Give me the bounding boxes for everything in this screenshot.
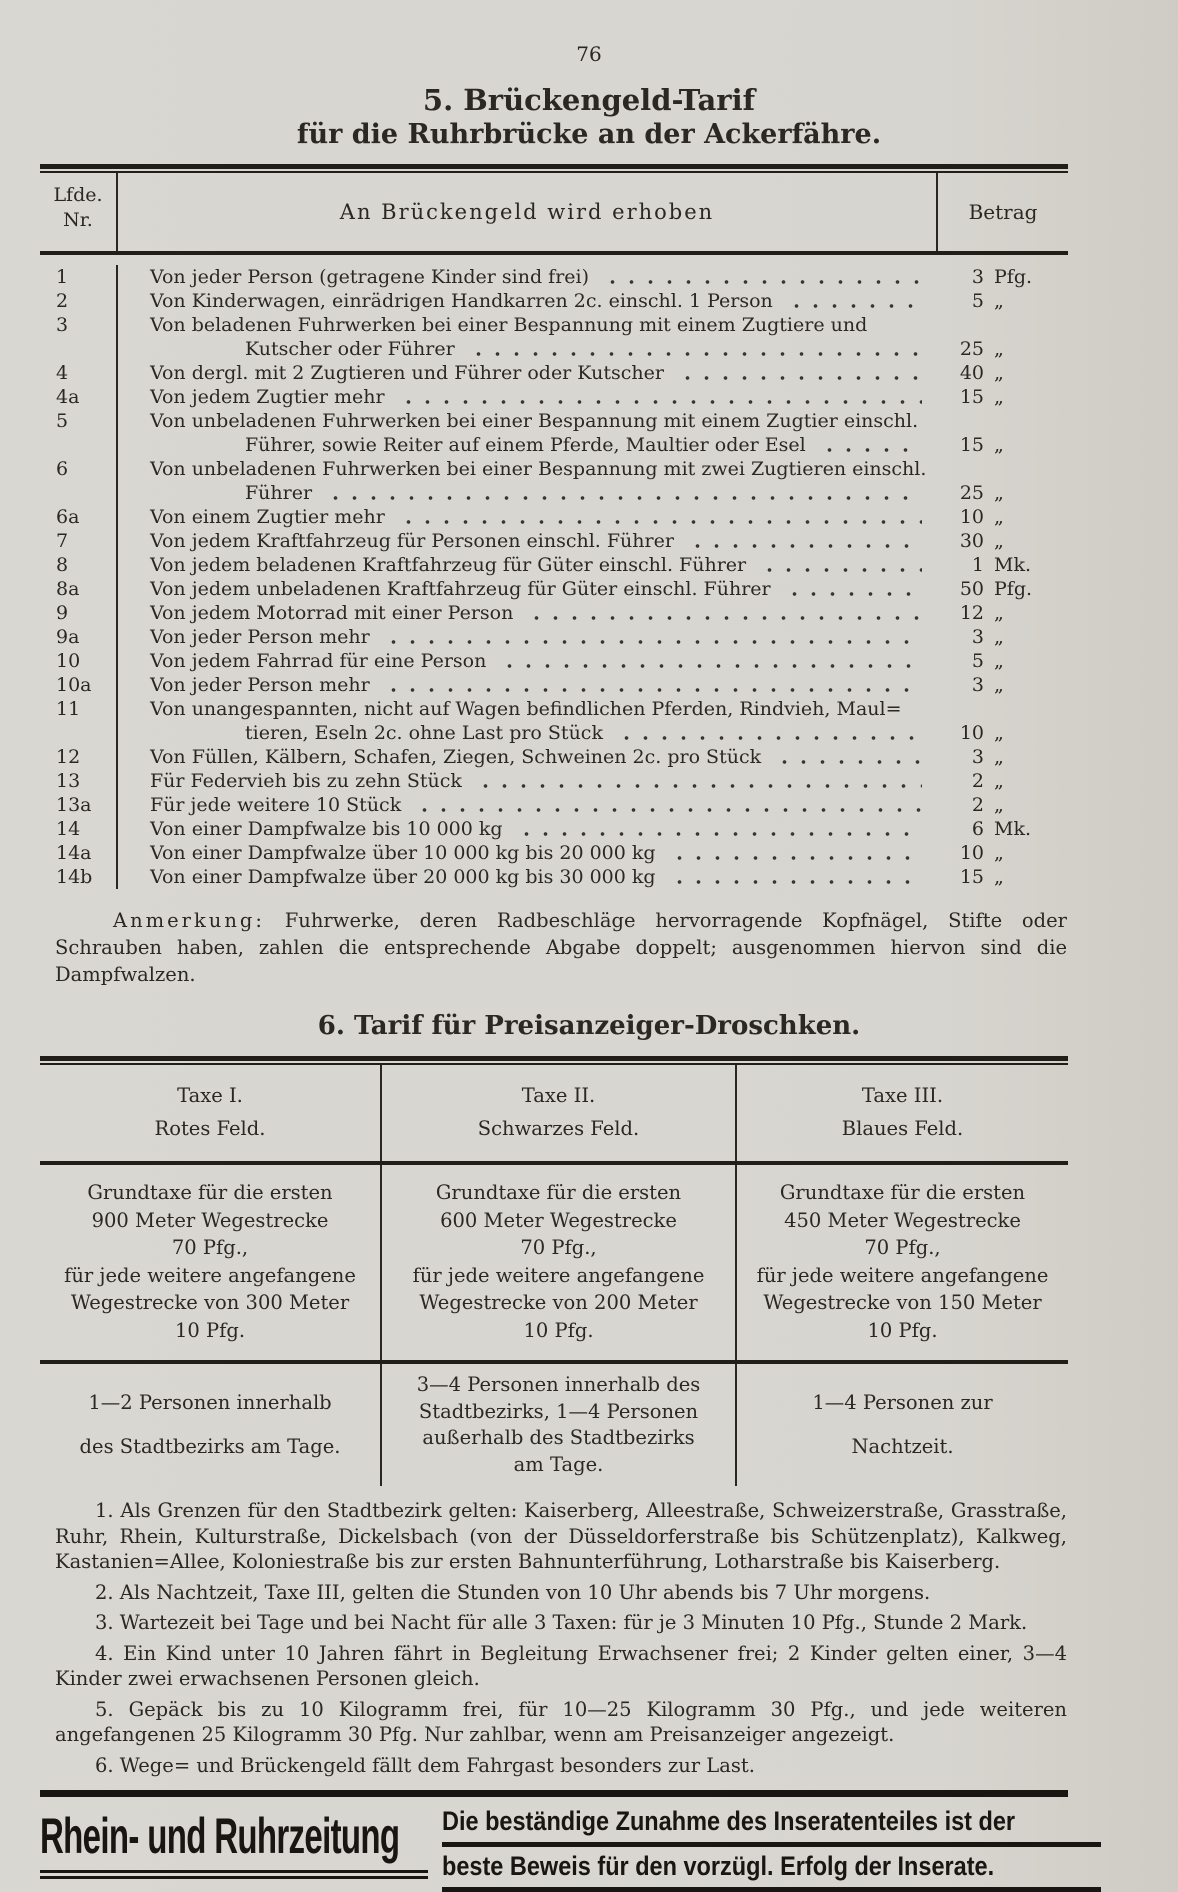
taxe-header-line: Blaues Feld. (841, 1117, 964, 1140)
base-fare-line: Grundtaxe für die ersten (87, 1181, 333, 1204)
amount-value: 2 (971, 794, 984, 816)
row-amount (938, 625, 1068, 649)
row-description (116, 817, 938, 841)
row-number: 3 (56, 314, 69, 336)
description-text: Von Kinderwagen, einrädrigen Handkarren 2c. einschl. 1 Person (150, 290, 773, 312)
description-line (150, 865, 932, 889)
table-row (40, 697, 1068, 745)
description-line (150, 553, 932, 577)
amount-unit: „ (994, 338, 1004, 360)
row-number: 11 (56, 698, 81, 720)
base-fare-line: Wegestrecke von 200 Meter (419, 1291, 698, 1314)
dotted-leader (760, 566, 922, 572)
dotted-leader (399, 398, 922, 404)
regulation-paragraphs (55, 1498, 1067, 1778)
description-line (150, 817, 932, 841)
description-text: Von jedem Kraftfahrzeug für Personen einschl. Führer (150, 530, 674, 552)
description-line (150, 793, 932, 817)
base-fare-line: für jede weitere angefangene (412, 1263, 705, 1287)
regulation-paragraph: 2. Als Nachtzeit, Taxe III, gelten die Stunden von 10 Uhr abends bis 7 Uhr morgens. (95, 1580, 931, 1604)
row-amount (938, 505, 1068, 529)
row-description (116, 793, 938, 817)
row-number: 4 (56, 362, 69, 384)
base-fare-line: 70 Pfg., (864, 1236, 941, 1259)
row-number: 6 (56, 458, 69, 480)
dotted-leader (500, 662, 922, 668)
section5-title-line1: 5. Brückengeld-Tarif (422, 83, 756, 117)
passengers-line: Nachtzeit. (851, 1435, 954, 1459)
table-row (40, 409, 1068, 457)
row-amount (938, 529, 1068, 553)
dotted-leader (603, 278, 922, 284)
description-text: tieren, Eseln 2c. ohne Last pro Stück (245, 722, 603, 744)
row-amount (938, 697, 1068, 745)
row-description (116, 409, 938, 457)
description-line (150, 601, 932, 625)
description-text: Für jede weitere 10 Stück (150, 794, 402, 816)
base-fare-line: 10 Pfg. (174, 1318, 246, 1342)
row-amount (938, 457, 1068, 505)
table-row (40, 505, 1068, 529)
regulation-paragraph: 6. Wege= und Brückengeld fällt dem Fahrgast besonders zur Last. (95, 1753, 755, 1777)
description-text: Von beladenen Fuhrwerken bei einer Bespannung mit einem Zugtiere und (150, 314, 868, 336)
amount-value: 10 (959, 842, 984, 864)
description-line (150, 505, 932, 529)
droschken-tariff-table (40, 1056, 1068, 1486)
base-fare-line: 70 Pfg., (171, 1236, 249, 1259)
ad-slogan-text: Die beständige Zunahme des Inseratenteiles ist der (442, 1806, 1016, 1836)
taxe-header-line: Taxe III. (861, 1084, 944, 1107)
amount-value: 15 (959, 866, 984, 888)
row-number: 14a (56, 842, 92, 864)
row-number: 13 (56, 770, 81, 792)
table-row (40, 601, 1068, 625)
passengers-line: 1—4 Personen zur (812, 1390, 993, 1414)
note-text: Fuhrwerke, deren Radbeschläge hervorragende Kopfnägel, Stifte oder Schrauben haben, zahlen die entsprechende Abgabe doppelt; ausgenommen hiervon sind die Dampfwalzen. (55, 909, 1067, 986)
row-description (116, 313, 938, 361)
row-number: 14b (56, 866, 93, 888)
amount-unit: Mk. (994, 818, 1032, 840)
table-top-rule (40, 1056, 1068, 1065)
ad-brand-block (40, 1802, 442, 1892)
row-number: 8 (56, 554, 69, 576)
column-header-description: An Brückengeld wird erhoben (116, 173, 938, 251)
dotted-leader (399, 518, 922, 524)
table-row (40, 553, 1068, 577)
row-number: 7 (56, 530, 69, 552)
amount-unit: „ (994, 362, 1004, 384)
row-amount (938, 769, 1068, 793)
description-text: Von einem Zugtier mehr (150, 506, 385, 528)
dotted-leader (670, 878, 922, 884)
row-amount (938, 577, 1068, 601)
row-description (116, 601, 938, 625)
row-amount (938, 361, 1068, 385)
description-text: Von jedem unbeladenen Kraftfahrzeug für Güter einschl. Führer (150, 578, 771, 600)
table-row (40, 457, 1068, 505)
row-description (116, 457, 938, 505)
taxe3-passengers-cell (737, 1364, 1068, 1486)
dotted-leader (787, 302, 922, 308)
description-text: Von jeder Person mehr (150, 626, 370, 648)
base-fare-line: 450 Meter Wegestrecke (784, 1208, 1021, 1232)
row-number: 9 (56, 602, 69, 624)
dotted-leader (476, 782, 922, 788)
bridge-toll-table-body (40, 255, 1068, 897)
row-amount (938, 817, 1068, 841)
dotted-leader (384, 686, 922, 692)
row-number: 14 (56, 818, 81, 840)
amount-value: 50 (959, 578, 984, 600)
ad-slogan-line (442, 1802, 1101, 1847)
row-number: 6a (56, 506, 80, 528)
table-row (40, 793, 1068, 817)
amount-unit: „ (994, 794, 1004, 816)
description-text: Von einer Dampfwalze über 10 000 kg bis 20 000 kg (150, 842, 656, 864)
amount-value: 5 (971, 650, 984, 672)
section6-title: 6. Tarif für Preisanzeiger-Droschken. (317, 1011, 861, 1041)
row-description (116, 769, 938, 793)
row-amount (938, 865, 1068, 889)
base-fare-line: Grundtaxe für die ersten (779, 1181, 1026, 1204)
taxe-header-line: Taxe II. (521, 1084, 596, 1107)
description-text: Von jedem Fahrrad für eine Person (150, 650, 487, 672)
taxe-header-line: Taxe I. (177, 1084, 243, 1107)
row-number: 2 (56, 290, 69, 312)
amount-unit: „ (994, 746, 1004, 768)
description-line (150, 697, 932, 721)
row-amount (938, 265, 1068, 289)
table-row (40, 529, 1068, 553)
ad-slogan-block (442, 1802, 1101, 1892)
amount-unit: „ (994, 722, 1004, 744)
amount-value: 3 (971, 266, 984, 288)
amount-value: 10 (959, 722, 984, 744)
ad-slogan-text: beste Beweis für den vorzügl. Erfolg der Inserate. (442, 1851, 995, 1881)
description-line (150, 769, 932, 793)
row-number: 13a (56, 794, 92, 816)
passengers-line: des Stadtbezirks am Tage. (79, 1435, 341, 1459)
table-row (40, 817, 1068, 841)
base-fare-line: für jede weitere angefangene (756, 1263, 1049, 1287)
row-amount (938, 385, 1068, 409)
amount-unit: „ (994, 770, 1004, 792)
base-fare-line: 900 Meter Wegestrecke (91, 1208, 329, 1232)
amount-unit: „ (994, 842, 1004, 864)
description-line (150, 337, 932, 361)
amount-unit: „ (994, 386, 1004, 408)
description-line (150, 745, 932, 769)
table-row (40, 625, 1068, 649)
amount-unit: „ (994, 434, 1004, 456)
base-fare-line: Wegestrecke von 300 Meter (70, 1291, 350, 1314)
row-amount (938, 601, 1068, 625)
newspaper-advertisement (40, 1790, 1068, 1892)
dotted-leader (517, 830, 922, 836)
taxe3-header-cell (737, 1065, 1068, 1161)
row-description (116, 625, 938, 649)
amount-unit: „ (994, 674, 1004, 696)
table-row (40, 361, 1068, 385)
dotted-leader (785, 590, 922, 596)
row-description (116, 289, 938, 313)
amount-value: 15 (959, 434, 984, 456)
passengers-line: außerhalb des Stadtbezirks (422, 1426, 695, 1450)
description-text: Kutscher oder Führer (245, 338, 455, 360)
amount-value: 40 (959, 362, 984, 384)
table-row (40, 649, 1068, 673)
table-row (40, 673, 1068, 697)
taxe1-header-cell (40, 1065, 380, 1161)
description-text: Von dergl. mit 2 Zugtieren und Führer oder Kutscher (150, 362, 664, 384)
droschken-tariff-grid (40, 1065, 1068, 1486)
row-amount (938, 745, 1068, 769)
passengers-line: am Tage. (513, 1453, 604, 1477)
section5-title (0, 82, 1178, 152)
passengers-line: 3—4 Personen innerhalb des (416, 1372, 701, 1396)
regulation-paragraph: 4. Ein Kind unter 10 Jahren fährt in Begleitung Erwachsener frei; 2 Kinder gelten einer, 3—4 Kinder zwei erwachsenen Personen gleich. (55, 1641, 1067, 1690)
description-line (150, 673, 932, 697)
bridge-toll-table (40, 164, 1068, 897)
regulation-paragraph: 1. Als Grenzen für den Stadtbezirk gelten: Kaiserberg, Alleestraße, Schweizerstraße, Grasstraße, Ruhr, Rhein, Kulturstraße, Dickelsbach (von der Düsseldorferstraße bis Schützenplatz), Kalkweg, Kastanien=Allee, Koloniestraße bis zur ersten Bahnunterführung, Lotharstraße bis Kaiserberg. (55, 1499, 1067, 1573)
row-amount (938, 409, 1068, 457)
description-line (150, 529, 932, 553)
row-amount (938, 649, 1068, 673)
description-line (150, 481, 932, 505)
amount-unit: „ (994, 866, 1004, 888)
column-header-amount: Betrag (968, 200, 1038, 224)
row-amount (938, 553, 1068, 577)
description-text: Von unbeladenen Fuhrwerken bei einer Bespannung mit zwei Zugtieren einschl. (150, 458, 927, 480)
row-description (116, 865, 938, 889)
nr-header-line1: Lfde. (53, 184, 103, 206)
amount-unit: Pfg. (994, 266, 1033, 288)
amount-unit: „ (994, 482, 1004, 504)
dotted-leader (670, 854, 922, 860)
table-row (40, 865, 1068, 889)
row-number: 10a (56, 674, 92, 696)
taxe2-header-cell (380, 1065, 737, 1161)
regulation-paragraph: 3. Wartezeit bei Tage und bei Nacht für alle 3 Taxen: für je 3 Minuten 10 Pfg., Stunde 2 Mark. (95, 1611, 1028, 1634)
ad-top-rule (40, 1790, 1068, 1797)
description-text: Führer, sowie Reiter auf einem Pferde, Maultier oder Esel (245, 434, 806, 456)
description-text: Von Füllen, Kälbern, Schafen, Ziegen, Schweinen 2c. pro Stück (150, 746, 762, 768)
description-text: Von unangespannten, nicht auf Wagen befindlichen Pferden, Rindvieh, Maul= (150, 698, 902, 720)
column-header-number (40, 173, 116, 251)
description-line (150, 361, 932, 385)
description-line (150, 841, 932, 865)
amount-unit: „ (994, 290, 1004, 312)
row-description (116, 745, 938, 769)
amount-unit: „ (994, 506, 1004, 528)
amount-unit: Mk. (994, 554, 1032, 576)
amount-value: 6 (971, 818, 984, 840)
description-text: Von unbeladenen Fuhrwerken bei einer Bespannung mit einem Zugtier einschl. (150, 410, 919, 432)
taxe1-base-fare-cell (40, 1165, 380, 1360)
description-text: Von jeder Person mehr (150, 674, 370, 696)
ad-brand-underline (40, 1870, 428, 1879)
dotted-leader (527, 614, 922, 620)
amount-value: 25 (959, 338, 984, 360)
description-line (150, 313, 932, 337)
row-amount (938, 841, 1068, 865)
amount-value: 3 (971, 674, 984, 696)
base-fare-line: Wegestrecke von 150 Meter (763, 1291, 1042, 1314)
dotted-leader (384, 638, 922, 644)
base-fare-line: 10 Pfg. (523, 1318, 594, 1342)
nr-header-line2: Nr. (63, 209, 93, 231)
description-text: Von jedem beladenen Kraftfahrzeug für Güter einschl. Führer (150, 554, 747, 576)
page-number: 76 (576, 42, 602, 66)
row-number: 1 (56, 266, 69, 288)
amount-unit: „ (994, 626, 1004, 648)
base-fare-line: 70 Pfg., (520, 1236, 597, 1259)
description-line (150, 385, 932, 409)
amount-unit: „ (994, 650, 1004, 672)
amount-value: 3 (971, 626, 984, 648)
row-description (116, 553, 938, 577)
ad-brand-name: Rhein- und Ruhrzeitung (40, 1808, 400, 1864)
row-number: 4a (56, 386, 80, 408)
passengers-line: Stadtbezirks, 1—4 Personen (418, 1399, 699, 1423)
row-description (116, 577, 938, 601)
row-amount (938, 289, 1068, 313)
table-row (40, 745, 1068, 769)
base-fare-line: 10 Pfg. (867, 1318, 938, 1342)
row-number: 10 (56, 650, 81, 672)
taxe2-base-fare-cell (380, 1165, 737, 1360)
dotted-leader (469, 350, 922, 356)
table-top-rule (40, 164, 1068, 173)
taxe1-passengers-cell (40, 1364, 380, 1486)
amount-value: 5 (971, 290, 984, 312)
description-text: Von jedem Motorrad mit einer Person (150, 602, 514, 624)
base-fare-line: Grundtaxe für die ersten (435, 1181, 682, 1204)
row-amount (938, 793, 1068, 817)
amount-value: 2 (971, 770, 984, 792)
taxe-header-line: Rotes Feld. (154, 1117, 266, 1140)
table-row (40, 841, 1068, 865)
base-fare-line: 600 Meter Wegestrecke (440, 1208, 677, 1232)
table-row (40, 385, 1068, 409)
description-text: Von einer Dampfwalze über 20 000 kg bis 30 000 kg (150, 866, 656, 888)
row-description (116, 673, 938, 697)
row-description (116, 361, 938, 385)
amount-unit: „ (994, 602, 1004, 624)
row-description (116, 505, 938, 529)
description-text: Von einer Dampfwalze bis 10 000 kg (150, 818, 503, 840)
description-line (150, 289, 932, 313)
description-line (150, 265, 932, 289)
description-line (150, 457, 932, 481)
note-label: Anmerkung: (113, 909, 265, 932)
row-description (116, 841, 938, 865)
taxe2-passengers-cell (380, 1364, 737, 1486)
description-text: Für Federvieh bis zu zehn Stück (150, 770, 462, 792)
table-row (40, 289, 1068, 313)
dotted-leader (678, 374, 922, 380)
dotted-leader (326, 494, 922, 500)
table-row (40, 265, 1068, 289)
description-line (150, 433, 932, 457)
description-text: Von jedem Zugtier mehr (150, 386, 385, 408)
amount-unit: „ (994, 530, 1004, 552)
passengers-line: 1—2 Personen innerhalb (88, 1390, 332, 1414)
row-number: 12 (56, 746, 81, 768)
description-line (150, 625, 932, 649)
row-description (116, 649, 938, 673)
regulation-paragraph: 5. Gepäck bis zu 10 Kilogramm frei, für 10—25 Kilogramm 30 Pfg., und jede weiteren angefangenen 25 Kilogramm 30 Pfg. Nur zahlbar, wenn am Preisanzeiger angezeigt. (55, 1697, 1067, 1746)
row-number: 5 (56, 410, 69, 432)
dotted-leader (617, 734, 922, 740)
description-text: Führer (245, 482, 313, 504)
row-description (116, 385, 938, 409)
row-amount (938, 313, 1068, 361)
taxe3-base-fare-cell (737, 1165, 1068, 1360)
description-text: Von jeder Person (getragene Kinder sind frei) (150, 266, 590, 288)
description-line (150, 577, 932, 601)
dotted-leader (775, 758, 922, 764)
row-description (116, 529, 938, 553)
table-row (40, 313, 1068, 361)
table-row (40, 769, 1068, 793)
row-number: 8a (56, 578, 80, 600)
row-description (116, 265, 938, 289)
section5-title-line2: für die Ruhrbrücke an der Ackerfähre. (296, 119, 882, 150)
amount-value: 1 (971, 554, 984, 576)
dotted-leader (415, 806, 922, 812)
dotted-leader (688, 542, 922, 548)
row-amount (938, 673, 1068, 697)
table-row (40, 577, 1068, 601)
description-line (150, 649, 932, 673)
amount-value: 25 (959, 482, 984, 504)
row-description (116, 697, 938, 745)
amount-value: 12 (959, 602, 984, 624)
bridge-toll-table-header (40, 173, 1068, 251)
dotted-leader (820, 446, 922, 452)
base-fare-line: für jede weitere angefangene (64, 1263, 356, 1287)
amount-value: 15 (959, 386, 984, 408)
table-note (55, 907, 1067, 988)
amount-unit: Pfg. (994, 578, 1033, 600)
description-line (150, 721, 932, 745)
row-number: 9a (56, 626, 80, 648)
ad-slogan-line (442, 1847, 1101, 1892)
description-line (150, 409, 932, 433)
amount-value: 30 (959, 530, 984, 552)
taxe-header-line: Schwarzes Feld. (477, 1117, 640, 1140)
amount-value: 3 (971, 746, 984, 768)
amount-value: 10 (959, 506, 984, 528)
